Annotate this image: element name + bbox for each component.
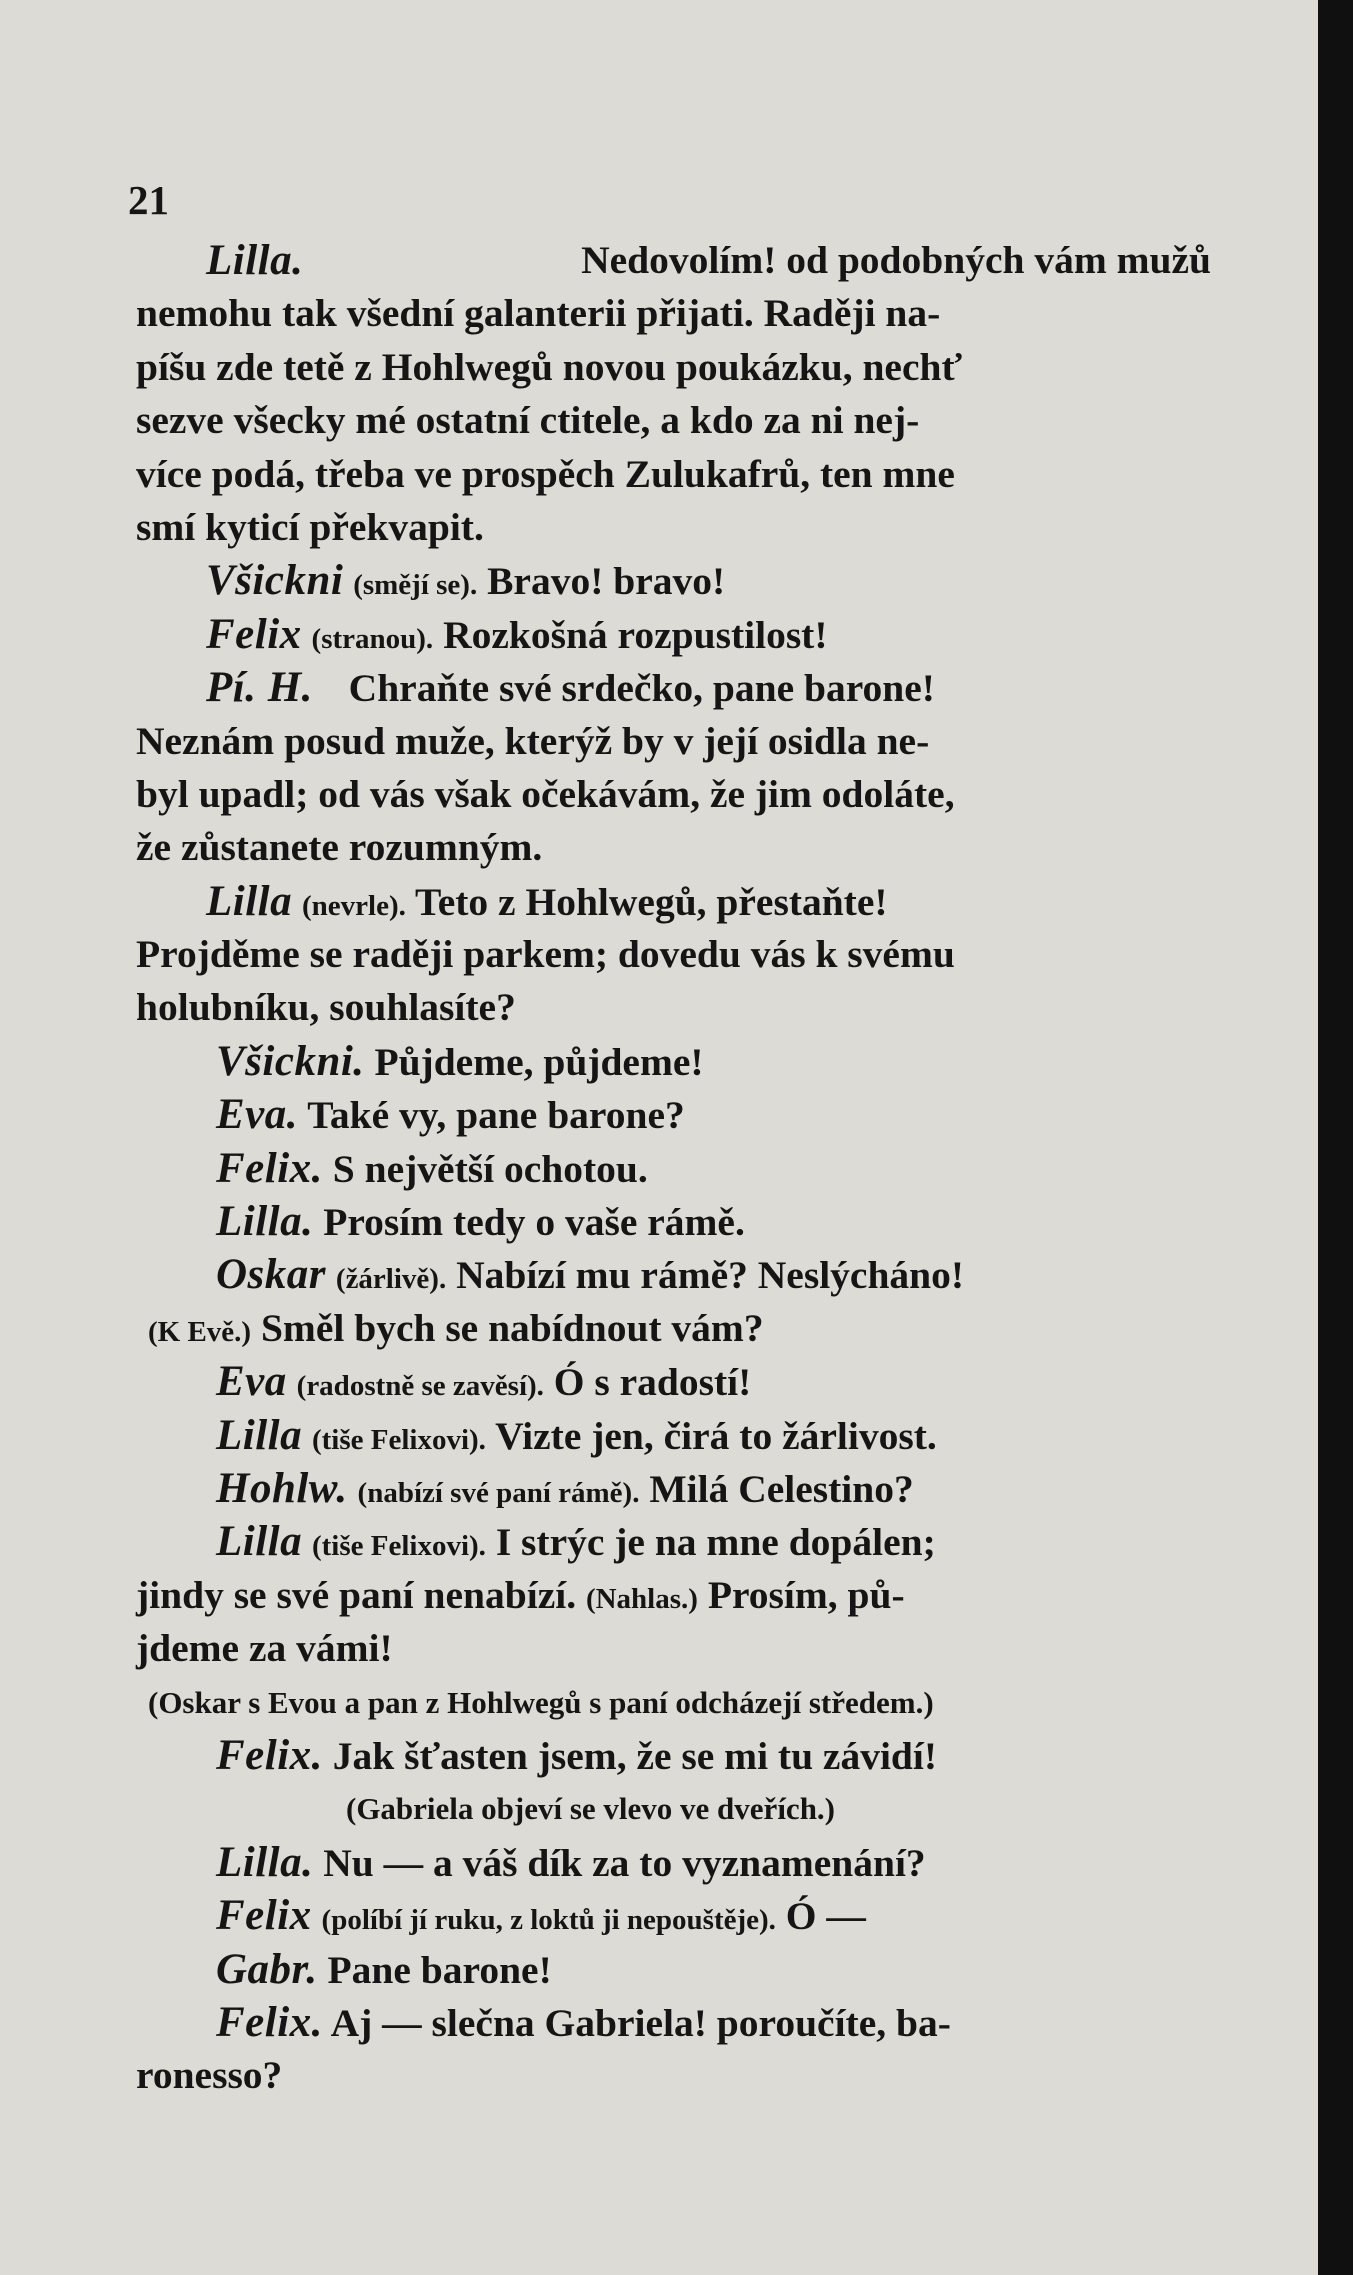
speaker-name: Lilla. <box>216 1838 314 1886</box>
dialogue-text: Ó — <box>785 1894 866 1939</box>
speaker-name: Felix. <box>216 1998 323 2046</box>
text-line <box>136 875 1211 928</box>
text-line <box>136 661 1211 714</box>
play-text <box>136 234 1211 2103</box>
stage-direction: (políbí jí ruku, z loktů ji nepouštěje). <box>321 1904 776 1937</box>
speaker-name: Gabr. <box>216 1945 318 1993</box>
text-line <box>136 1355 1211 1408</box>
dialogue-text: Ó s radostí! <box>553 1360 752 1405</box>
dialogue-text: I strýc je na mne dopálen; <box>495 1520 936 1565</box>
text-line: sezve všecky mé ostatní ctitele, a kdo za ni nej- <box>136 398 920 443</box>
speaker-name: Felix <box>216 1892 312 1940</box>
dialogue-text: Pane barone! <box>327 1947 552 1992</box>
text-line: holubníku, souhlasíte? <box>136 985 516 1030</box>
speaker-name: Lilla. <box>216 1198 314 1246</box>
text-line <box>136 1996 1211 2049</box>
dialogue-text: jindy se své paní nenabízí. <box>136 1572 577 1617</box>
stage-direction: (radostně se zavěsí). <box>296 1370 544 1403</box>
speaker-name: Lilla <box>216 1518 303 1566</box>
text-line <box>136 234 1211 287</box>
speaker-name: Oskar <box>216 1251 327 1299</box>
text-line: více podá, třeba ve prospěch Zulukafrů, ten mne <box>136 451 955 496</box>
dialogue-text: Chraňte své srdečko, pane barone! <box>348 666 935 711</box>
scan-edge <box>1318 0 1353 2275</box>
text-line: nemohu tak všední galanterii přijati. Raději na- <box>136 291 941 336</box>
dialogue-text: Směl bych se nabídnout vám? <box>260 1305 764 1350</box>
dialogue-text: Vizte jen, čirá to žárlivost. <box>495 1413 937 1458</box>
text-line <box>136 1889 1211 1942</box>
dialogue-text: Nedovolím! od podobných vám mužů <box>581 238 1211 282</box>
text-line <box>136 1729 1211 1782</box>
stage-direction: (tiše Felixovi). <box>311 1530 486 1563</box>
dialogue-text: S největší ochotou. <box>332 1146 648 1191</box>
stage-direction: (smějí se). <box>353 569 478 602</box>
dialogue-text: Nabízí mu rámě? Neslýcháno! <box>456 1253 965 1298</box>
text-line: jdeme za vámi! <box>136 1626 393 1671</box>
dialogue-text: Aj — slečna Gabriela! poroučíte, ba- <box>330 2000 951 2045</box>
text-line <box>136 1515 1211 1568</box>
dialogue-text: Milá Celestino? <box>649 1466 914 1511</box>
speaker-name: Pí. H. <box>206 664 313 712</box>
dialogue-text: Prosím, pů- <box>707 1572 905 1617</box>
text-line <box>136 1302 1211 1355</box>
text-line <box>136 1836 1211 1889</box>
text-line <box>136 1142 1211 1195</box>
text-line <box>136 554 1211 607</box>
dialogue-text: Také vy, pane barone? <box>307 1093 685 1138</box>
stage-direction: (stranou). <box>311 622 434 655</box>
text-line: byl upadl; od vás však očekávám, že jim odoláte, <box>136 771 955 816</box>
speaker-name: Felix <box>206 610 302 658</box>
speaker-name: Felix. <box>216 1144 323 1192</box>
dialogue-text: Nu — a váš dík za to vyznamenání? <box>323 1840 926 1885</box>
text-line: smí kyticí překvapit. <box>136 504 484 549</box>
speaker-name: Felix. <box>216 1731 323 1779</box>
speaker-name: Všickni. <box>216 1037 365 1085</box>
text-line <box>136 1409 1211 1462</box>
dialogue-text: Rozkošná rozpustilost! <box>443 612 828 657</box>
text-line <box>136 1462 1211 1515</box>
speaker-name: Eva <box>216 1358 287 1406</box>
text-line <box>136 1943 1211 1996</box>
dialogue-text: Teto z Hohlwegů, přestaňte! <box>415 879 888 924</box>
text-line <box>136 1195 1211 1248</box>
dialogue-text: Bravo! bravo! <box>487 559 726 604</box>
text-line: píšu zde tetě z Hohlwegů novou poukázku, nechť <box>136 344 963 389</box>
dialogue-text: Prosím tedy o vaše rámě. <box>323 1200 745 1245</box>
page-number: 21 <box>128 177 169 223</box>
stage-direction: (žárlivě). <box>335 1263 447 1296</box>
speaker-name: Lilla <box>206 877 293 925</box>
speaker-name: Eva. <box>216 1091 299 1139</box>
stage-direction: (Nahlas.) <box>585 1582 698 1615</box>
stage-direction: (K Evě.) <box>148 1315 252 1348</box>
stage-direction: (nevrle). <box>301 889 406 922</box>
speaker-name: Lilla <box>216 1411 303 1459</box>
dialogue-text: Jak šťasten jsem, že se mi tu závidí! <box>332 1733 938 1778</box>
text-line: že zůstanete rozumným. <box>136 825 543 870</box>
speaker-name: Všickni <box>206 557 344 605</box>
text-line: Projděme se raději parkem; dovedu vás k svému <box>136 932 955 977</box>
text-line <box>136 608 1211 661</box>
text-line: ronesso? <box>136 2053 283 2098</box>
text-line <box>136 1088 1211 1141</box>
stage-direction: (tiše Felixovi). <box>311 1423 486 1456</box>
speaker-name: Lilla. <box>206 237 304 284</box>
stage-direction: (nabízí své paní rámě). <box>357 1476 640 1509</box>
stage-direction: (Oskar s Evou a pan z Hohlwegů s paní odcházejí středem.) <box>148 1684 934 1720</box>
text-line <box>136 1035 1211 1088</box>
stage-direction: (Gabriela objeví se vlevo ve dveřích.) <box>346 1791 836 1827</box>
text-line <box>136 1569 1211 1622</box>
text-line: Neznám posud muže, kterýž by v její osidla ne- <box>136 718 930 763</box>
text-line <box>136 1248 1211 1301</box>
dialogue-text: Půjdeme, půjdeme! <box>374 1039 704 1084</box>
speaker-name: Hohlw. <box>216 1464 348 1512</box>
